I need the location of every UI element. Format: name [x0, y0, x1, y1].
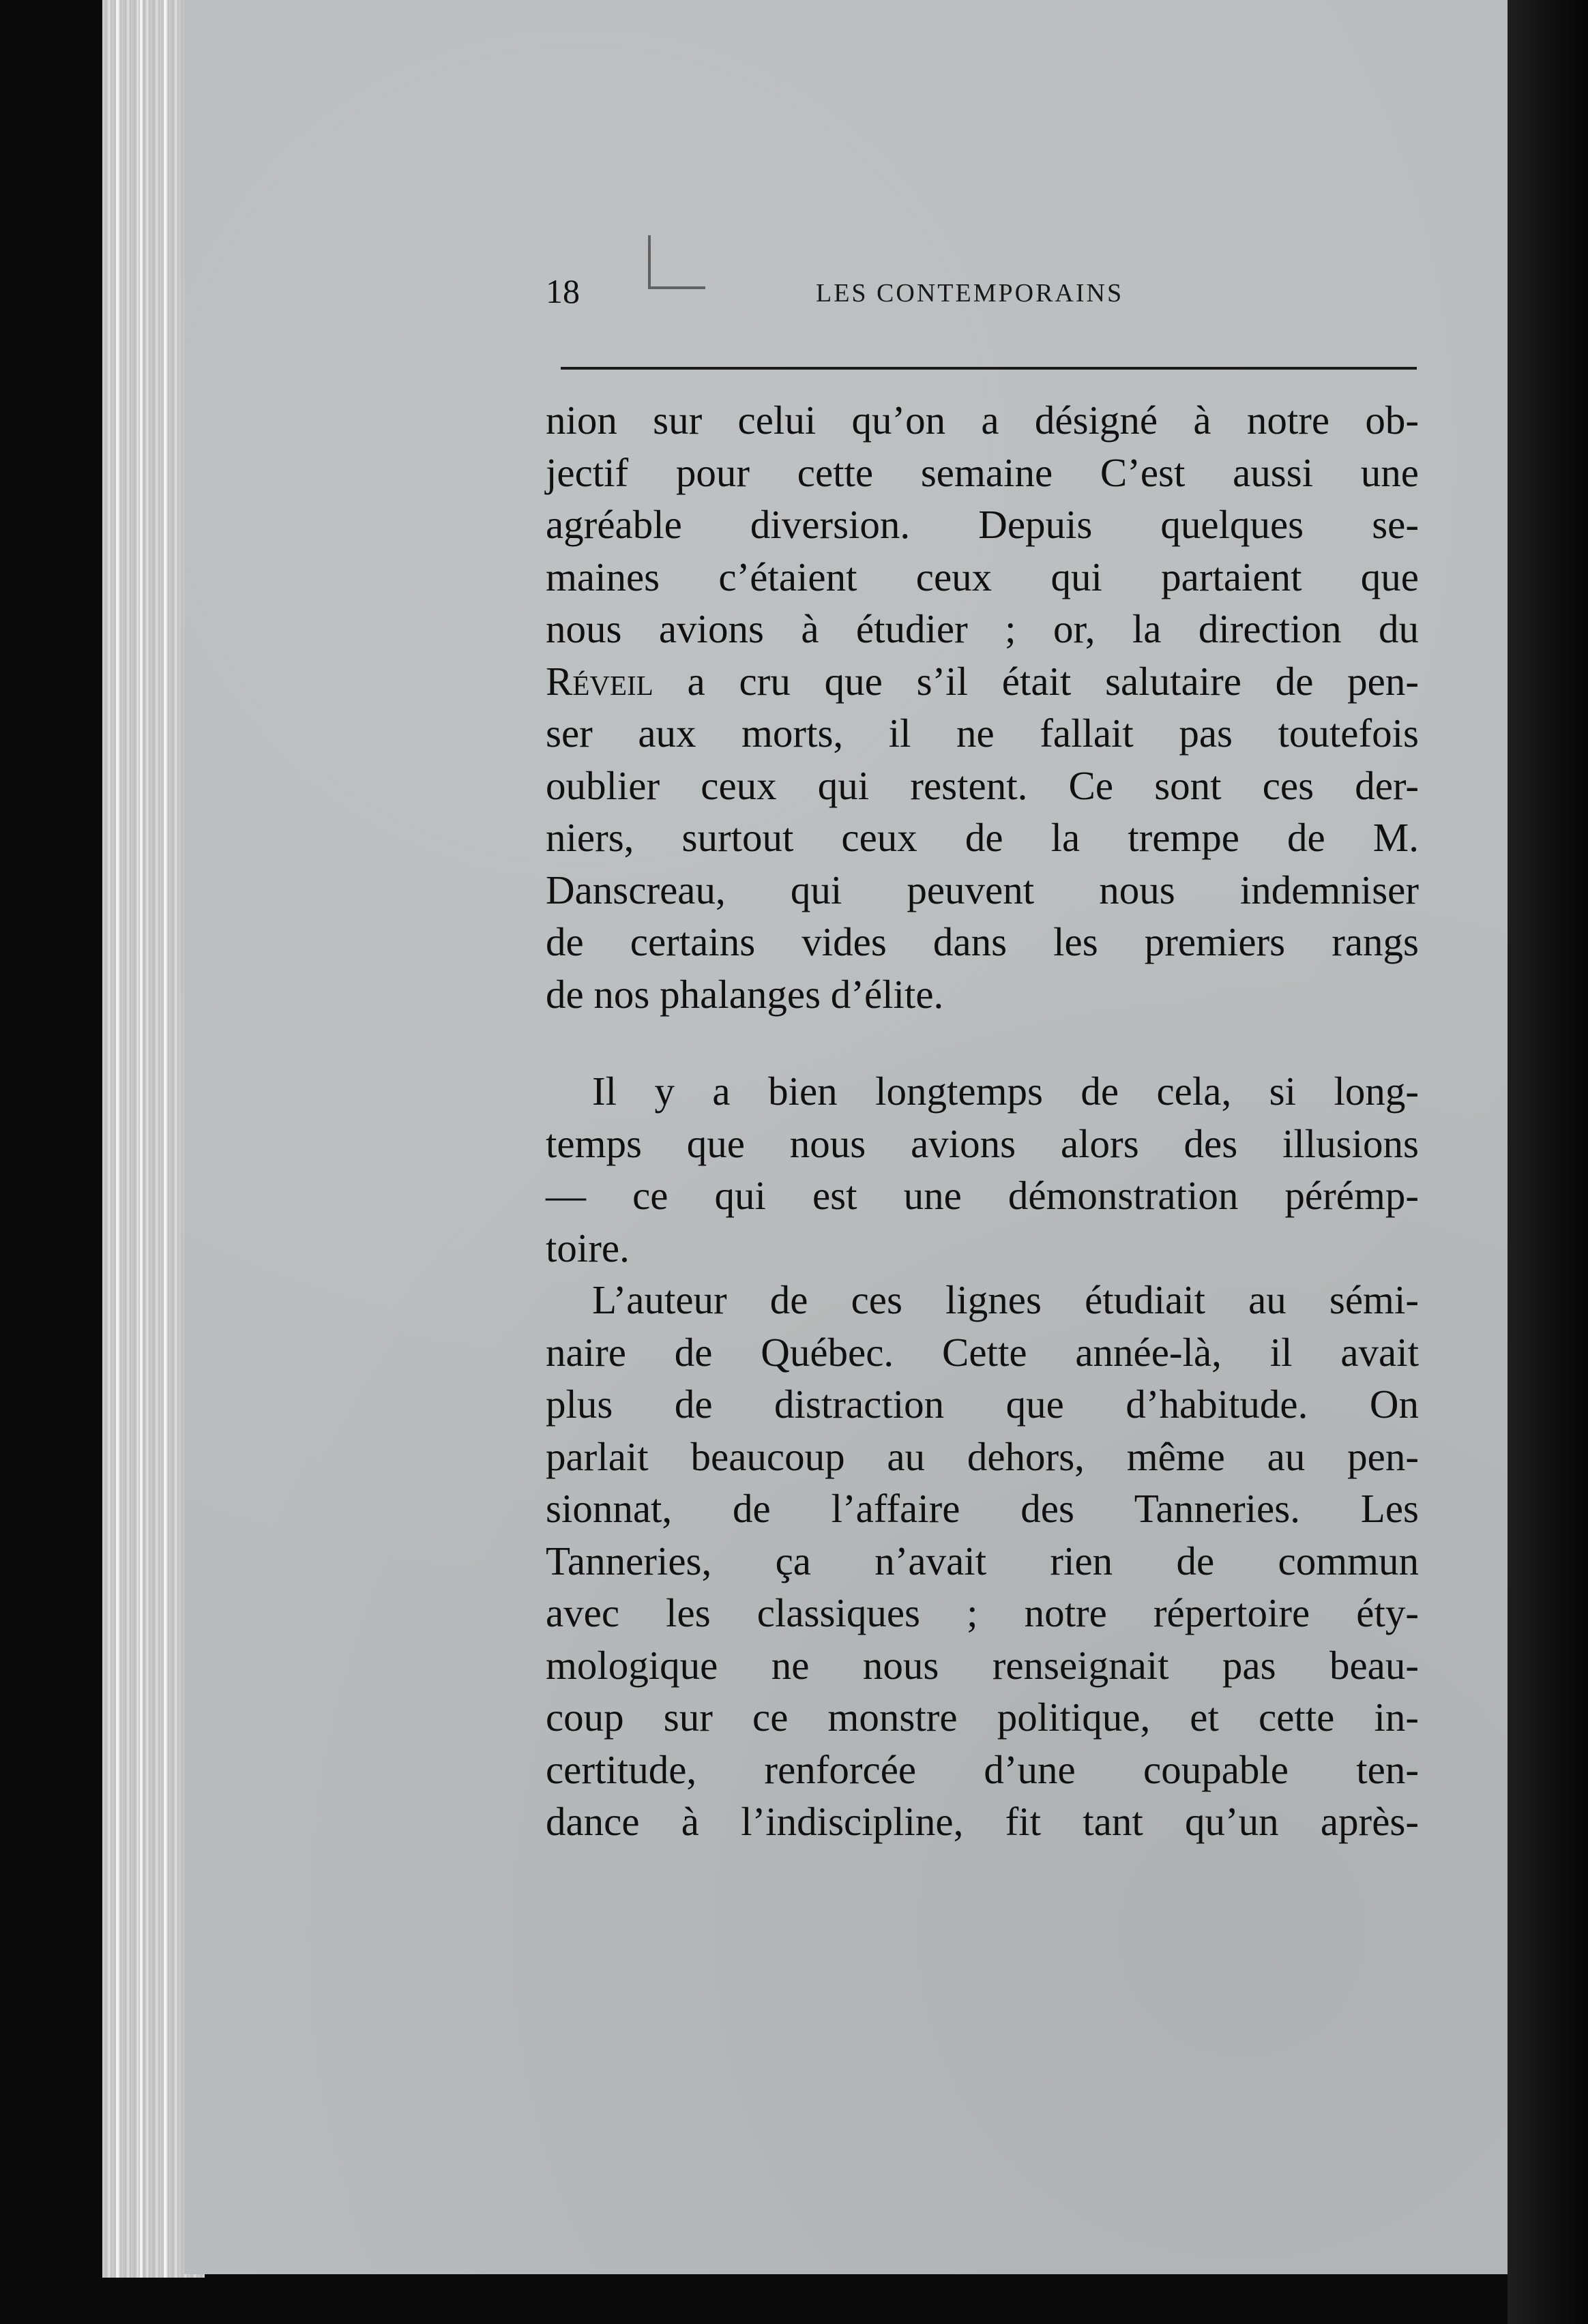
- text-line: Il y a bien longtemps de cela, si long-: [592, 1069, 1419, 1114]
- text-line: maines c’étaient ceux qui partaient que: [546, 554, 1419, 599]
- text-line: avec les classiques ; notre répertoire éty-: [546, 1590, 1419, 1635]
- text-line: L’auteur de ces lignes étudiait au sémi-: [592, 1277, 1419, 1322]
- text-line: — ce qui est une démonstration pérémp-: [546, 1173, 1419, 1218]
- journal-name: Réveil: [546, 658, 653, 704]
- text-line: jectif pour cette semaine C’est aussi une: [546, 449, 1419, 495]
- text-line: [546, 655, 1419, 708]
- text-line: temps que nous avions alors des illusions: [546, 1120, 1419, 1166]
- text-line: coup sur ce monstre politique, et cette in-: [546, 1695, 1419, 1740]
- text-line: parlait beaucoup au dehors, même au pen-: [546, 1433, 1419, 1479]
- text-line: sionnat, de l’affaire des Tanneries. Les: [546, 1486, 1419, 1531]
- page-number: 18: [546, 272, 580, 310]
- text-line: naire de Québec. Cette année-là, il avait: [546, 1329, 1419, 1375]
- text-line: oublier ceux qui restent. Ce sont ces der-: [546, 762, 1419, 808]
- text-line: plus de distraction que d’habitude. On: [546, 1382, 1419, 1427]
- text-line: agréable diversion. Depuis quelques se-: [546, 502, 1419, 547]
- page-header: [546, 271, 1419, 312]
- text-line: de nos phalanges d’élite.: [546, 971, 944, 1017]
- text-line: ser aux morts, il ne fallait pas toutefois: [546, 711, 1419, 756]
- binding-shadow: [1508, 0, 1588, 2324]
- page-edge-line: [164, 0, 166, 2278]
- page-text: [546, 394, 1419, 1848]
- text-line: niers, surtout ceux de la trempe de M.: [546, 815, 1419, 860]
- text-line: toire.: [546, 1225, 630, 1270]
- text-line: Danscreau, qui peuvent nous indemniser: [546, 867, 1419, 912]
- header-rule: [561, 367, 1417, 370]
- text-line: dance à l’indiscipline, fit tant qu’un après-: [546, 1799, 1419, 1844]
- page-edge-line: [140, 0, 143, 2278]
- text-line: nous avions à étudier ; or, la direction du: [546, 606, 1419, 651]
- paragraph-gap: [546, 1020, 1419, 1065]
- page-edge-line: [116, 0, 119, 2278]
- text-fragment: a cru que s’il était salutaire de pen-: [687, 658, 1419, 704]
- text-line: nion sur celui qu’on a désigné à notre ob-: [546, 398, 1419, 443]
- text-line: certitude, renforcée d’une coupable ten-: [546, 1746, 1419, 1792]
- running-title: LES CONTEMPORAINS: [816, 279, 1124, 308]
- text-line: mologique ne nous renseignait pas beau-: [546, 1642, 1419, 1688]
- text-line: de certains vides dans les premiers rangs: [546, 919, 1419, 964]
- text-line: Tanneries, ça n’avait rien de commun: [546, 1538, 1419, 1583]
